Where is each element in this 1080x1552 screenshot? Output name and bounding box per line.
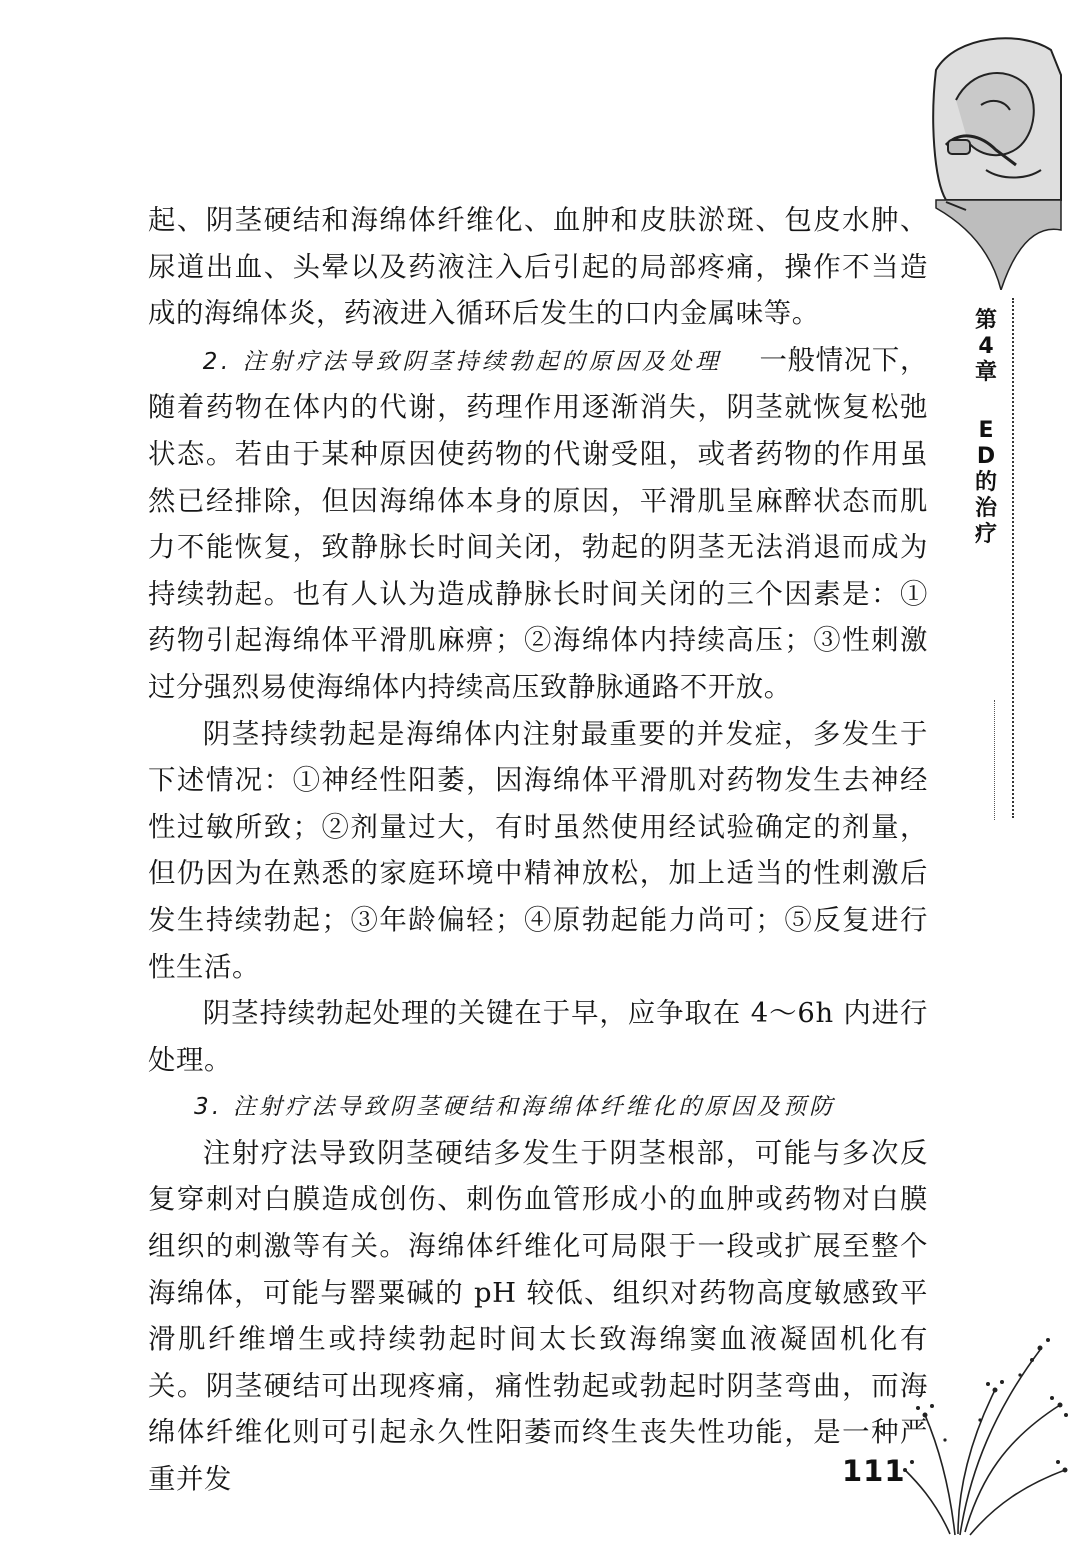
side-divider	[1012, 298, 1014, 818]
chapter-label	[966, 308, 1006, 386]
chapter-tab	[966, 308, 1006, 828]
paragraph-2-body: 一般情况下，随着药物在体内的代谢，药理作用逐渐消失，阴茎就恢复松弛状态。若由于某种原因使药物的代谢受阻，或者药物的作用虽然已经排除，但因海绵体本身的原因，平滑肌呈麻醉状态而肌力不能恢复，致静脉长时间关闭，勃起的阴茎无法消退而成为持续勃起。也有人认为造成静脉长时间关闭的三个因素是：①药物引起海绵体平滑肌麻痹；②海绵体内持续高压；③性刺激过分强烈易使海绵体内持续高压致静脉通路不开放。	[148, 344, 928, 703]
paragraph-3: 阴茎持续勃起是海绵体内注射最重要的并发症，多发生于下述情况：①神经性阳萎，因海绵体平滑肌对药物发生去神经性过敏所致；②剂量过大，有时虽然使用经试验确定的剂量，但仍因为在熟悉的家庭环境中精神放松，加上适当的性刺激后发生持续勃起；③年龄偏轻；④原勃起能力尚可；⑤反复进行性生活。	[148, 718, 928, 983]
paragraph-4: 阴茎持续勃起处理的关键在于早，应争取在 4～6h 内进行处理。	[148, 998, 928, 1076]
chapter-title-text: ED的治疗	[974, 418, 997, 547]
floral-decoration	[900, 1320, 1070, 1540]
paragraph-2	[148, 338, 928, 712]
body-text	[148, 198, 928, 1504]
section-heading-2: 2. 注射疗法导致阴茎持续勃起的原因及处理	[202, 348, 722, 375]
paragraph-5: 注射疗法导致阴茎硬结多发生于阴茎根部，可能与多次反复穿刺对白膜造成创伤、刺伤血管形成小的血肿或药物对白膜组织的刺激等有关。海绵体纤维化可局限于一段或扩展至整个海绵体，可能与罂粟碱的 pH 较低、组织对药物高度敏感致平滑肌纤维增生或持续勃起时间太长致海绵窦血液凝固机化有关。阴茎硬结可出现疼痛，痛性勃起或勃起时阴茎弯曲，而海绵体纤维化则可引起永久性阳萎而终生丧失性功能，是一种严重并发	[148, 1137, 928, 1496]
chapter-title	[966, 418, 1006, 548]
page-number: 111	[842, 1454, 906, 1488]
chapter-text: 第4章	[974, 308, 997, 385]
section-heading-3: 3. 注射疗法导致阴茎硬结和海绵体纤维化的原因及预防	[194, 1094, 836, 1121]
corner-illustration	[926, 30, 1066, 290]
paragraph-1: 起、阴茎硬结和海绵体纤维化、血肿和皮肤淤斑、包皮水肿、尿道出血、头晕以及药液注入后引起的局部疼痛，操作不当造成的海绵体炎，药液进入循环后发生的口内金属味等。	[148, 205, 928, 330]
